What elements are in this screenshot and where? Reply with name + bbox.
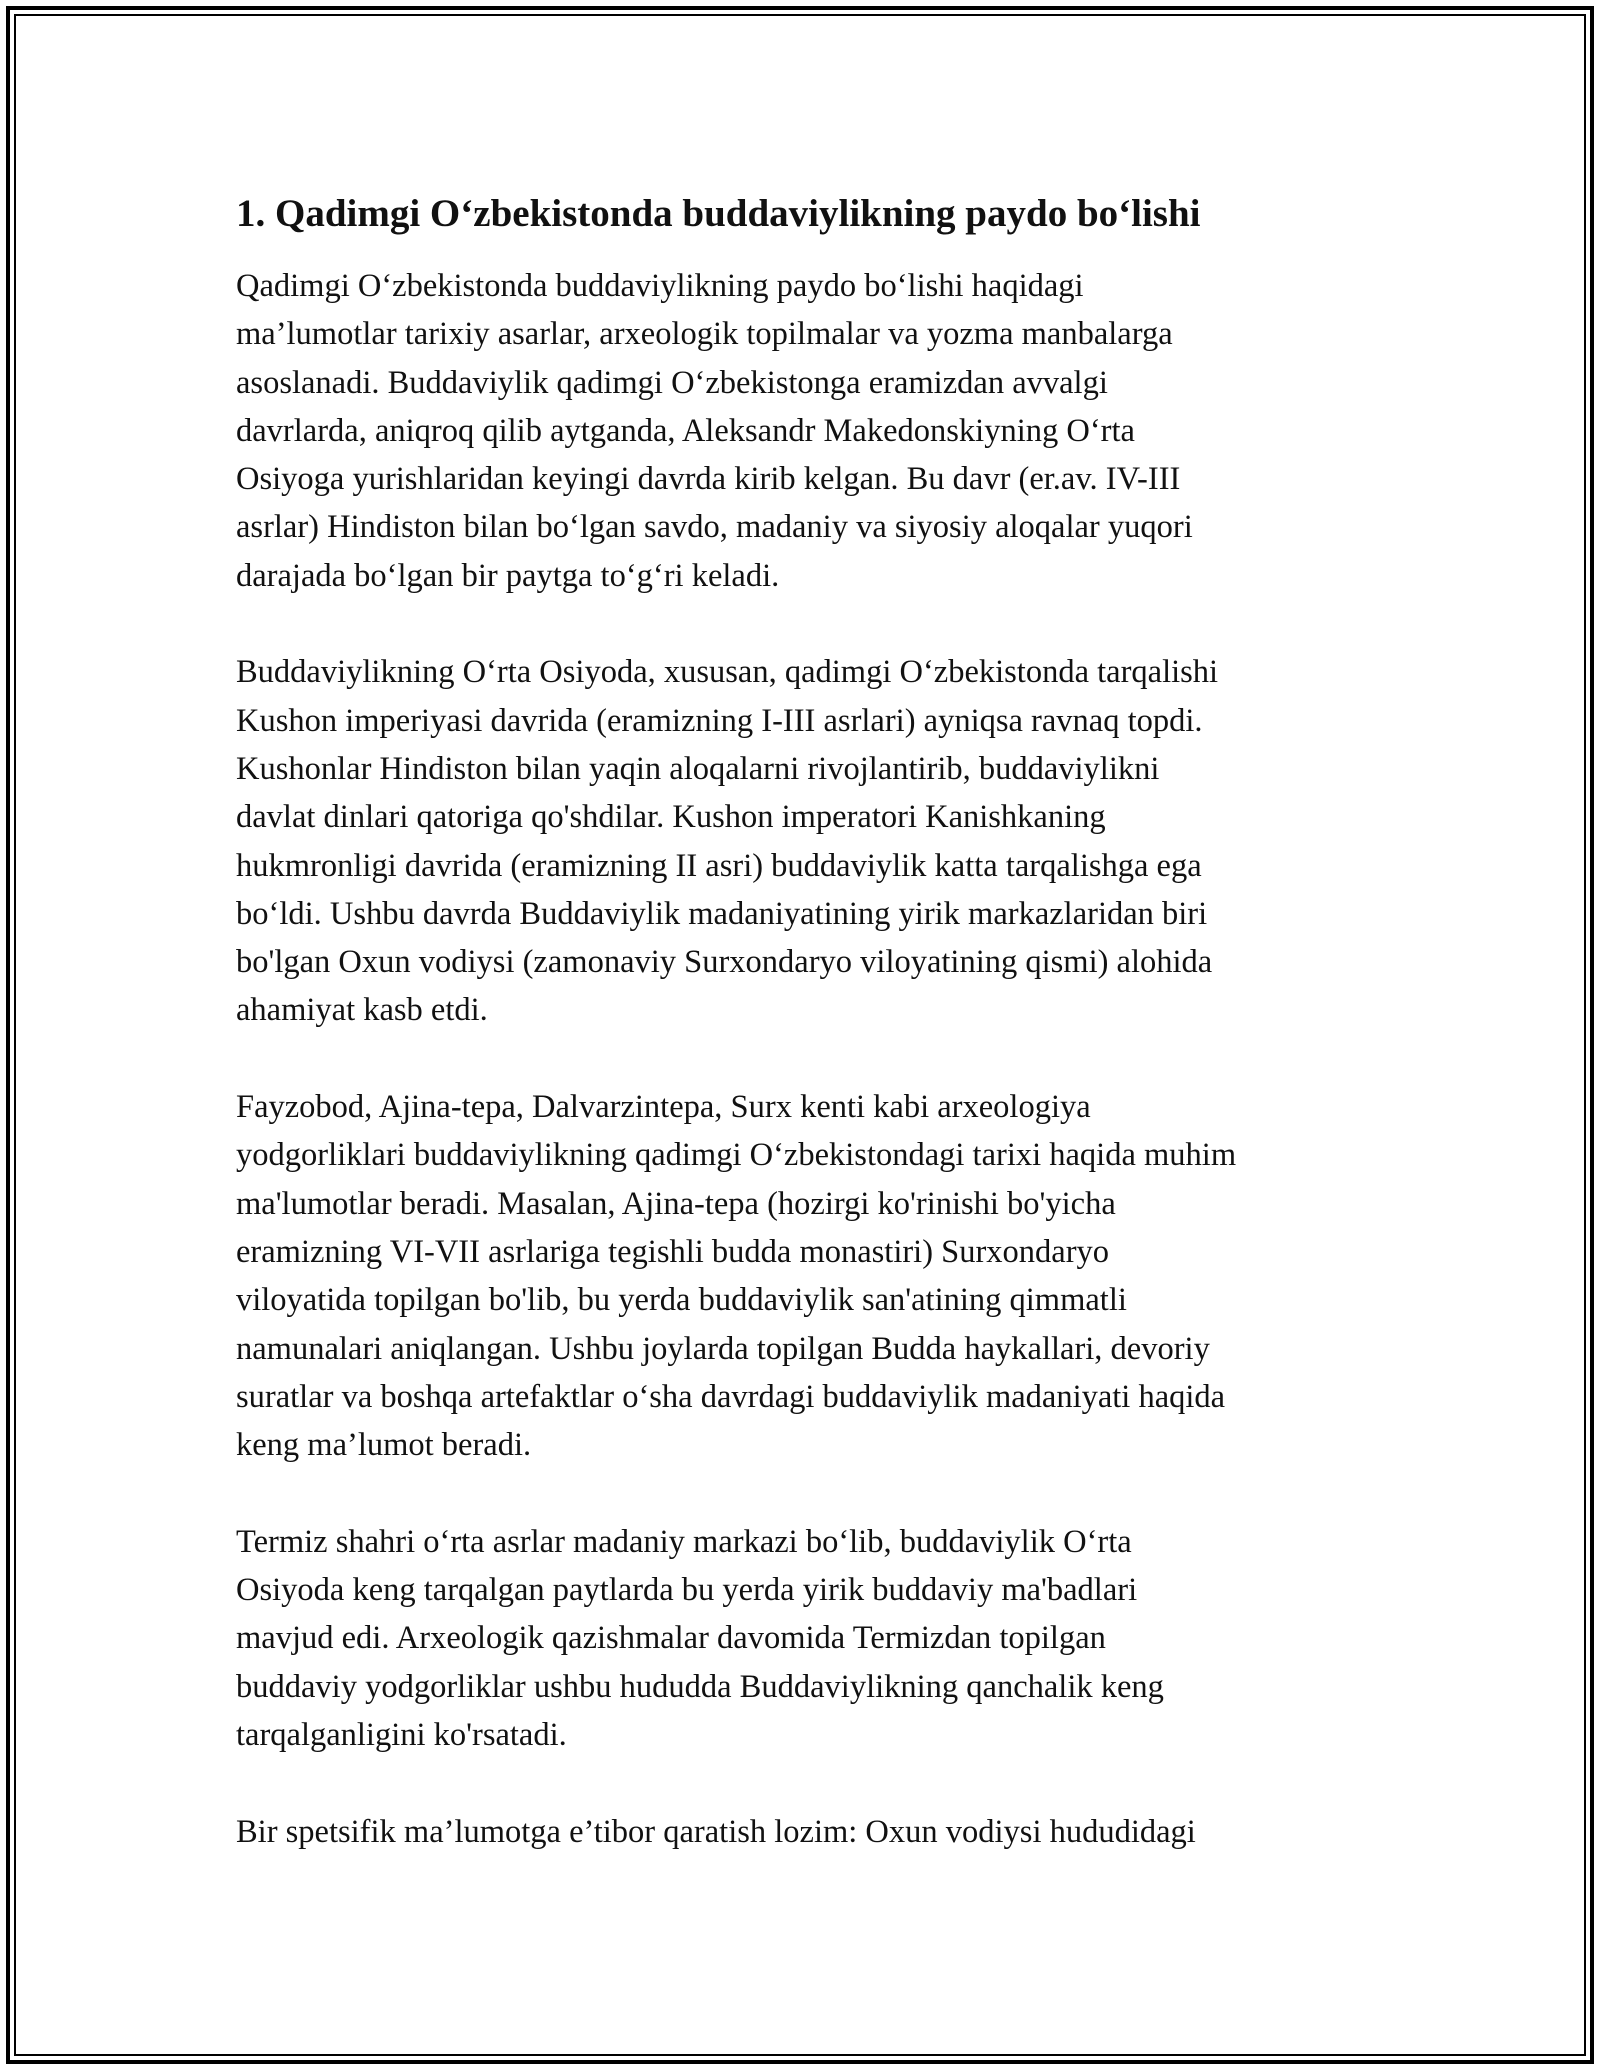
text-line: viloyatida topilgan bo'lib, bu yerda buddaviylik san'atining qimmatli <box>236 1282 1127 1319</box>
text-line: suratlar va boshqa artefaktlar o‘sha davrdagi buddaviylik madaniyati haqida <box>236 1378 1226 1415</box>
paragraph-1 <box>236 262 1386 600</box>
text-line: mavjud edi. Arxeologik qazishmalar davomida Termizdan topilgan <box>236 1620 1106 1657</box>
text-line: ma'lumotlar beradi. Masalan, Ajina-tepa (hozirgi ko'rinishi bo'yicha <box>236 1185 1116 1222</box>
text-line: davlat dinlari qatoriga qo'shdilar. Kushon imperatori Kanishkaning <box>236 799 1106 836</box>
paragraph-4 <box>236 1518 1386 1759</box>
text-line: ma’lumotlar tarixiy asarlar, arxeologik topilmalar va yozma manbalarga <box>236 316 1173 353</box>
text-line: Bir spetsifik ma’lumotga e’tibor qaratish lozim: Oxun vodiysi hududidagi <box>236 1813 1196 1850</box>
text-line: buddaviy yodgorliklar ushbu hududda Buddaviylikning qanchalik keng <box>236 1668 1164 1705</box>
text-line: ahamiyat kasb etdi. <box>236 992 488 1029</box>
text-line: Qadimgi O‘zbekistonda buddaviylikning paydo bo‘lishi haqidagi <box>236 268 1084 304</box>
text-line: Termiz shahri o‘rta asrlar madaniy markazi bo‘lib, buddaviylik O‘rta <box>236 1523 1132 1560</box>
text-line: Fayzobod, Ajina-tepa, Dalvarzintepa, Surx kenti kabi arxeologiya <box>236 1089 1091 1126</box>
paragraph-2 <box>236 648 1386 1034</box>
text-line: bo'lgan Oxun vodiysi (zamonaviy Surxondaryo viloyatining qismi) alohida <box>236 944 1213 981</box>
text-line: bo‘ldi. Ushbu davrda Buddaviylik madaniyatining yirik markazlaridan biri <box>236 895 1208 932</box>
text-line: asoslanadi. Buddaviylik qadimgi O‘zbekistonga eramizdan avvalgi <box>236 364 1108 401</box>
text-line: tarqalganligini ko'rsatadi. <box>236 1716 567 1753</box>
text-line: yodgorliklari buddaviylikning qadimgi O‘zbekistondagi tarixi haqida muhim <box>236 1137 1237 1174</box>
text-line: namunalari aniqlangan. Ushbu joylarda topilgan Budda haykallari, devoriy <box>236 1330 1210 1367</box>
paragraph-3 <box>236 1083 1386 1469</box>
section-heading: 1. Qadimgi O‘zbekistonda buddaviylikning paydo bo‘lishi <box>236 192 1201 235</box>
text-line: davrlarda, aniqroq qilib aytganda, Aleksandr Makedonskiyning O‘rta <box>236 412 1135 449</box>
text-line: Osiyoda keng tarqalgan paytlarda bu yerda yirik buddaviy ma'badlari <box>236 1572 1138 1609</box>
text-line: darajada bo‘lgan bir paytga to‘g‘ri keladi. <box>236 557 780 594</box>
text-line: asrlar) Hindiston bilan bo‘lgan savdo, madaniy va siyosiy aloqalar yuqori <box>236 509 1193 546</box>
text-line: hukmronligi davrida (eramizning II asri) buddaviylik katta tarqalishga ega <box>236 847 1202 884</box>
text-line: Osiyoga yurishlaridan keyingi davrda kirib kelgan. Bu davr (er.av. IV-III <box>236 461 1181 498</box>
document-body <box>236 186 1386 1904</box>
text-line: Buddaviylikning O‘rta Osiyoda, xususan, qadimgi O‘zbekistonda tarqalishi <box>236 654 1219 691</box>
text-line: Kushonlar Hindiston bilan yaqin aloqalarni rivojlantirib, buddaviylikni <box>236 750 1160 787</box>
text-line: Kushon imperiyasi davrida (eramizning I-III asrlari) ayniqsa ravnaq topdi. <box>236 702 1203 739</box>
text-line: eramizning VI-VII asrlariga tegishli budda monastiri) Surxondaryo <box>236 1233 1110 1270</box>
paragraph-5 <box>236 1808 1386 1856</box>
text-line: keng ma’lumot beradi. <box>236 1427 532 1464</box>
